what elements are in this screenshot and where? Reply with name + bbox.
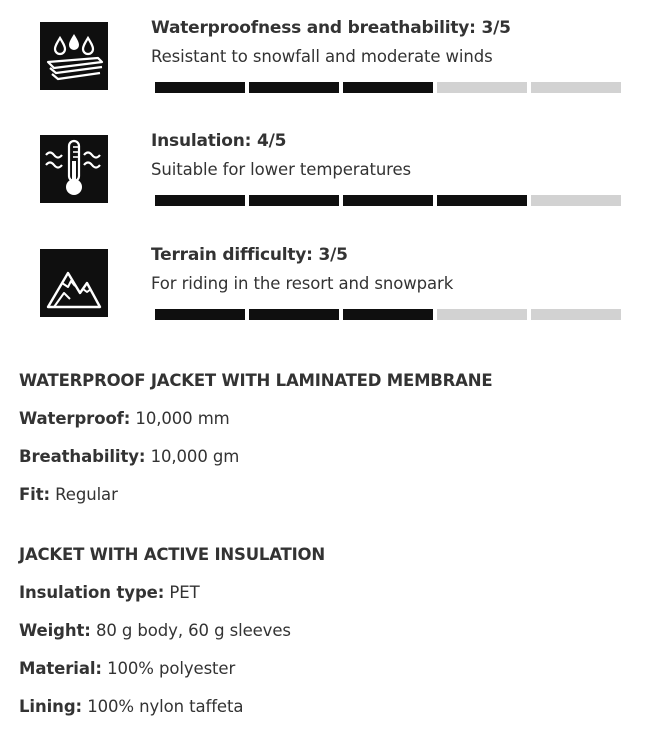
spec-label: Lining: — [19, 697, 83, 716]
rating-segment — [249, 82, 339, 93]
rating-bar — [155, 82, 621, 93]
rating-segment — [437, 309, 527, 320]
spec-label: Material: — [19, 659, 102, 678]
rating-segment — [343, 309, 433, 320]
spec-value: PET — [169, 583, 200, 602]
rating-title: Terrain difficulty: 3/5 — [151, 245, 348, 265]
spec-label: Waterproof: — [19, 409, 131, 428]
mountains-icon — [40, 249, 108, 317]
rating-bar — [155, 309, 621, 320]
rating-title: Waterproofness and breathability: 3/5 — [151, 18, 511, 38]
section-heading: WATERPROOF JACKET WITH LAMINATED MEMBRANE — [19, 371, 493, 390]
spec-row — [19, 619, 325, 657]
spec-label: Insulation type: — [19, 583, 165, 602]
rating-segment — [531, 309, 621, 320]
rating-segment — [437, 82, 527, 93]
spec-value: 100% polyester — [107, 659, 236, 678]
spec-value: 10,000 mm — [135, 409, 230, 428]
rating-segment — [249, 195, 339, 206]
spec-row — [19, 657, 325, 695]
spec-section-membrane — [19, 369, 492, 521]
thermometer-icon — [40, 135, 108, 203]
spec-label: Breathability: — [19, 447, 146, 466]
spec-row — [19, 581, 325, 619]
rating-segment — [343, 82, 433, 93]
waterproof-drops-icon — [40, 22, 108, 90]
rating-segment — [155, 309, 245, 320]
spec-label: Weight: — [19, 621, 91, 640]
rating-segment — [155, 195, 245, 206]
rating-title: Insulation: 4/5 — [151, 131, 287, 151]
spec-label: Fit: — [19, 485, 51, 504]
rating-waterproofness — [0, 18, 656, 122]
rating-description: For riding in the resort and snowpark — [151, 274, 454, 293]
rating-description: Suitable for lower temperatures — [151, 160, 412, 179]
rating-segment — [249, 309, 339, 320]
spec-row — [19, 483, 492, 521]
rating-terrain — [0, 245, 656, 349]
spec-row — [19, 445, 492, 483]
rating-segment — [531, 195, 621, 206]
section-heading: JACKET WITH ACTIVE INSULATION — [19, 545, 325, 564]
spec-value: Regular — [55, 485, 118, 504]
spec-value: 10,000 gm — [150, 447, 240, 466]
rating-bar — [155, 195, 621, 206]
rating-segment — [531, 82, 621, 93]
rating-segment — [343, 195, 433, 206]
rating-segment — [155, 82, 245, 93]
rating-segment — [437, 195, 527, 206]
rating-description: Resistant to snowfall and moderate winds — [151, 47, 493, 66]
spec-row — [19, 407, 492, 445]
spec-section-insulation — [19, 543, 325, 733]
spec-value: 80 g body, 60 g sleeves — [95, 621, 291, 640]
spec-value: 100% nylon taffeta — [87, 697, 244, 716]
rating-insulation — [0, 131, 656, 235]
spec-row — [19, 695, 325, 733]
